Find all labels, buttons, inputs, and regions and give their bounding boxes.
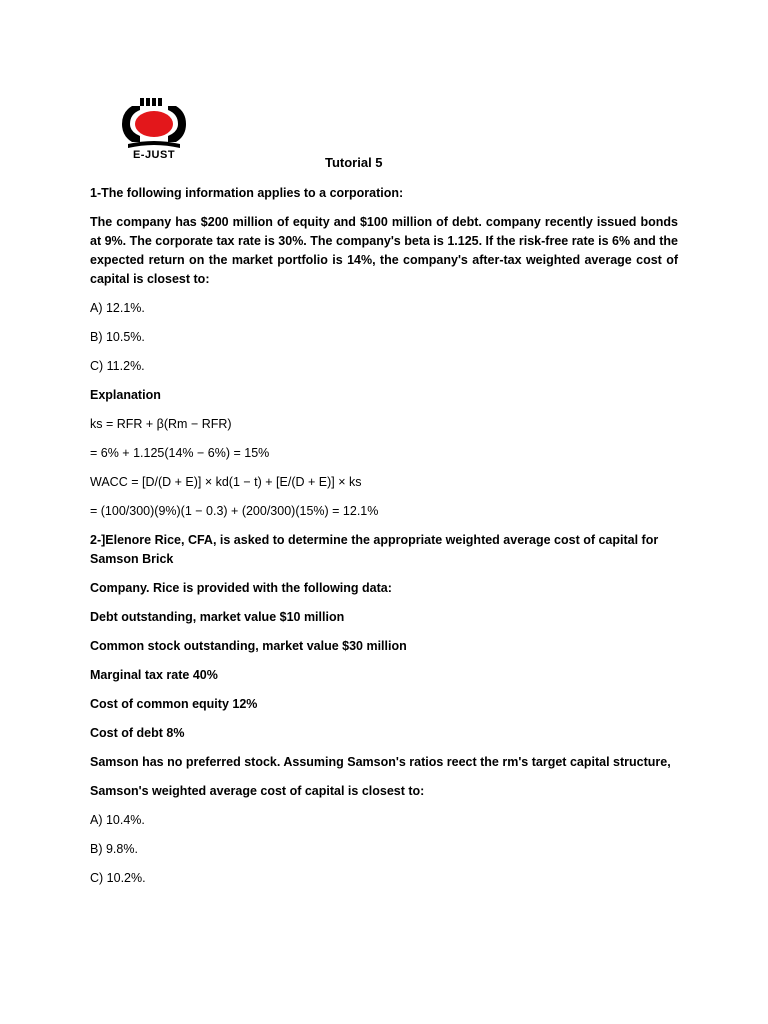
q2-line: Samson has no preferred stock. Assuming Samson's ratios reect the rm's target capital structure, — [90, 755, 671, 769]
q1-body: The company has $200 million of equity and $100 million of debt. company recently issued bonds at 9%. The corporate tax rate is 30%. The company's beta is 1.125. If the risk-free rate is 6% and the expected return on the market portfolio is 14%, the company's after-tax weighted average cost of capital is closest to: — [90, 215, 678, 286]
q1-option-c: C) 11.2%. — [90, 359, 145, 373]
q2-option-a: A) 10.4%. — [90, 813, 145, 827]
q2-option-c: C) 10.2%. — [90, 871, 146, 885]
q1-option-a: A) 12.1%. — [90, 301, 145, 315]
page-title: Tutorial 5 — [325, 155, 383, 170]
e-just-logo — [118, 98, 190, 166]
e-just-emblem-icon — [118, 98, 190, 150]
logo-text: E-JUST — [132, 149, 176, 161]
q1-option-b: B) 10.5%. — [90, 330, 145, 344]
q2-line: Samson's weighted average cost of capital is closest to: — [90, 784, 425, 798]
q2-heading: 2-]Elenore Rice, CFA, is asked to determine the appropriate weighted average cost of capital for Samson Brick — [90, 533, 659, 566]
explanation-line: = (100/300)(9%)(1 − 0.3) + (200/300)(15%) = 12.1% — [90, 504, 379, 518]
q2-line: Company. Rice is provided with the following data: — [90, 581, 392, 595]
explanation-line: = 6% + 1.125(14% − 6%) = 15% — [90, 446, 270, 460]
explanation-line: ks = RFR + β(Rm − RFR) — [90, 417, 232, 431]
q2-line: Common stock outstanding, market value $30 million — [90, 639, 407, 653]
document-body — [90, 184, 678, 898]
q2-option-b: B) 9.8%. — [90, 842, 138, 856]
q2-line: Marginal tax rate 40% — [90, 668, 218, 682]
q2-line: Cost of common equity 12% — [90, 697, 258, 711]
q1-heading: 1-The following information applies to a corporation: — [90, 186, 404, 200]
q2-line: Cost of debt 8% — [90, 726, 185, 740]
explanation-line: WACC = [D/(D + E)] × kd(1 − t) + [E/(D + E)] × ks — [90, 475, 362, 489]
explanation-label: Explanation — [90, 388, 161, 402]
q2-line: Debt outstanding, market value $10 million — [90, 610, 345, 624]
